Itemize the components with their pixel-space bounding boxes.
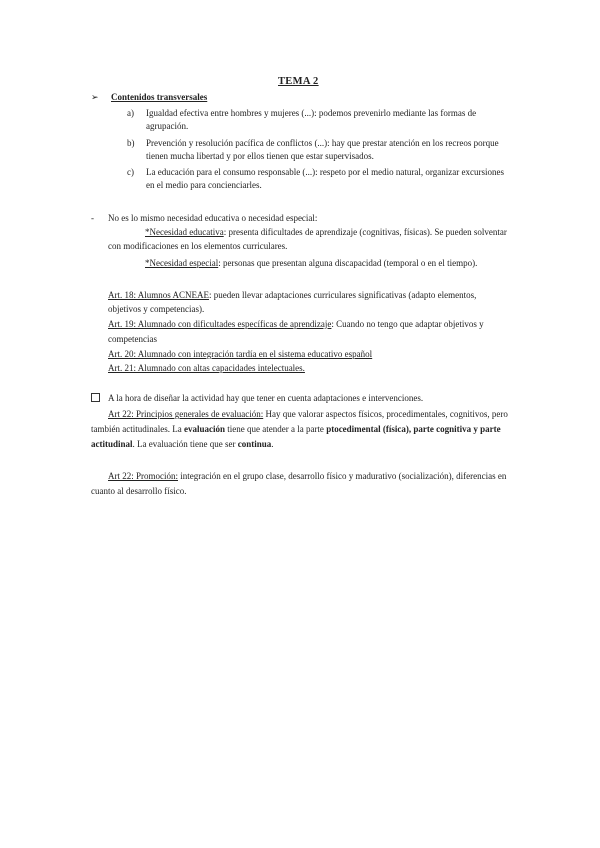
- dash-bullet: -: [91, 213, 94, 223]
- article-line: Art 22: Promoción: integración en el grupo clase, desarrollo físico y madurativo (socialización), diferencias en: [108, 471, 507, 481]
- definition-line: *Necesidad educativa: presenta dificultades de aprendizaje (cognitivas, físicas). Se pueden solventar: [145, 227, 507, 237]
- article-line: Art. 18: Alumnos ACNEAE: pueden llevar adaptaciones curriculares significativas (adapto elementos,: [108, 290, 477, 300]
- paragraph: competencias: [108, 334, 157, 344]
- article-line: Art. 19: Alumnado con dificultades específicas de aprendizaje: Cuando no tengo que adaptar objetivos y: [108, 319, 484, 329]
- paragraph: también actitudinales. La evaluación tiene que atender a la parte ptocedimental (física), parte cognitiva y parte: [91, 424, 501, 434]
- article-line: Art. 20: Alumnado con integración tardía en el sistema educativo español: [108, 349, 373, 359]
- section-heading: Contenidos transversales: [111, 92, 208, 102]
- page-title: TEMA 2: [278, 76, 319, 87]
- definition-line: *Necesidad especial: personas que presentan alguna discapacidad (temporal o en el tiempo).: [145, 258, 478, 268]
- paragraph: A la hora de diseñar la actividad hay que tener en cuenta adaptaciones e intervenciones.: [108, 393, 424, 403]
- paragraph: con modificaciones en los elementos curriculares.: [108, 241, 288, 251]
- paragraph: No es lo mismo necesidad educativa o necesidad especial:: [108, 213, 318, 223]
- article-line: Art. 21: Alumnado con altas capacidades intelectuales.: [108, 363, 305, 373]
- list-marker: b): [127, 138, 135, 148]
- paragraph: objetivos y competencias).: [108, 304, 205, 314]
- paragraph: actitudinal. La evaluación tiene que ser continua.: [91, 439, 274, 449]
- article-line: Art 22: Principios generales de evaluación: Hay que valorar aspectos físicos, procedimentales, cognitivos, pero: [108, 409, 508, 419]
- list-item: La educación para el consumo responsable (...): respeto por el medio natural, organizar excursiones en el medio para concienciarles.: [146, 167, 504, 190]
- list-item: Prevención y resolución pacífica de conflictos (...): hay que prestar atención en los recreos porque tienen mucha libertad y por ellos tienen que estar supervisados.: [146, 138, 499, 161]
- list-marker: c): [127, 167, 134, 177]
- list-item: Igualdad efectiva entre hombres y mujeres (...): podemos prevenirlo mediante las formas de agrupación.: [146, 108, 477, 131]
- checkbox-icon: [91, 393, 100, 402]
- arrow-bullet-icon: ➢: [91, 92, 99, 102]
- list-marker: a): [127, 108, 134, 118]
- paragraph: cuanto al desarrollo físico.: [91, 486, 187, 496]
